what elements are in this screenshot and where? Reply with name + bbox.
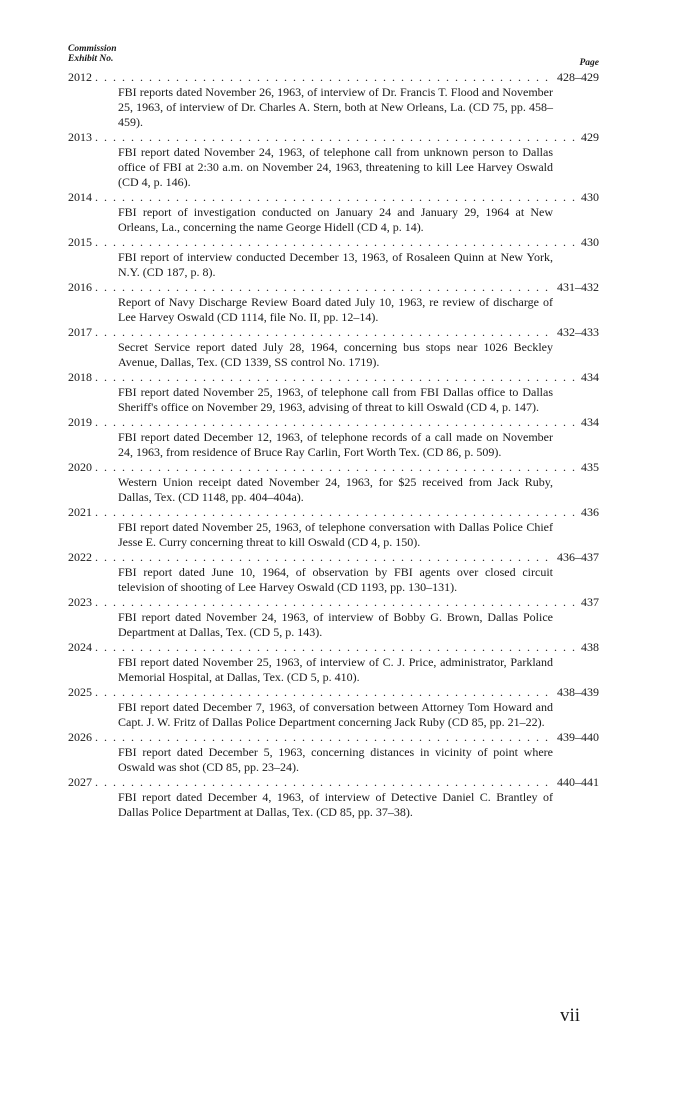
exhibit-entry (68, 730, 599, 775)
exhibit-number: 2018 (68, 370, 92, 384)
page-reference: 435 (581, 460, 599, 474)
entry-number-line (68, 235, 599, 250)
exhibit-number: 2021 (68, 505, 92, 519)
column-header-exhibit (68, 44, 117, 64)
leader-dots (95, 460, 578, 475)
entry-number-line (68, 280, 599, 295)
page-reference: 428–429 (557, 70, 599, 84)
exhibit-number: 2016 (68, 280, 92, 294)
exhibit-description: FBI reports dated November 26, 1963, of interview of Dr. Francis T. Flood and November 25, 1963, of interview of Dr. Charles A. Stern, both at New Orleans, La. (CD 75, pp. 458–459). (118, 85, 553, 129)
page-reference: 430 (581, 235, 599, 249)
exhibit-description: FBI report dated November 25, 1963, of telephone call from FBI Dallas office to Dallas Sheriff's office on November 29, 1963, advising of threat to kill Oswald (CD 4, p. 147). (118, 385, 553, 414)
exhibit-entry (68, 685, 599, 730)
header-commission: Commission (68, 44, 117, 54)
entry-number-line (68, 730, 599, 745)
exhibit-entry (68, 70, 599, 130)
leader-dots (95, 775, 554, 790)
page-reference: 436–437 (557, 550, 599, 564)
exhibit-entry (68, 415, 599, 460)
page-reference: 430 (581, 190, 599, 204)
exhibit-number: 2014 (68, 190, 92, 204)
entry-number-line (68, 775, 599, 790)
exhibit-description: FBI report dated December 7, 1963, of conversation between Attorney Tom Howard and Capt. J. W. Fritz of Dallas Police Department concerning Jack Ruby (CD 85, pp. 21–22). (118, 700, 553, 729)
exhibit-entry (68, 550, 599, 595)
entry-number-line (68, 640, 599, 655)
entry-number-line (68, 505, 599, 520)
exhibit-number: 2017 (68, 325, 92, 339)
leader-dots (95, 130, 578, 145)
exhibit-number: 2027 (68, 775, 92, 789)
entry-number-line (68, 550, 599, 565)
page-reference: 434 (581, 370, 599, 384)
exhibit-description: FBI report dated November 24, 1963, of telephone call from unknown person to Dallas office of FBI at 2:30 a.m. on November 24, 1963, threatening to kill Lee Harvey Oswald (CD 4, p. 146). (118, 145, 553, 189)
exhibit-description: FBI report dated November 24, 1963, of interview of Bobby G. Brown, Dallas Police Department at Dallas, Tex. (CD 5, p. 143). (118, 610, 553, 639)
exhibit-number: 2022 (68, 550, 92, 564)
page-reference: 431–432 (557, 280, 599, 294)
exhibit-entry (68, 325, 599, 370)
exhibit-description: FBI report of investigation conducted on January 24 and January 29, 1964 at New Orleans, La., concerning the name George Hidell (CD 4, p. 14). (118, 205, 553, 234)
header-page: Page (579, 58, 599, 68)
exhibit-number: 2012 (68, 70, 92, 84)
entry-number-line (68, 415, 599, 430)
page-reference: 438 (581, 640, 599, 654)
page-reference: 438–439 (557, 685, 599, 699)
exhibit-number: 2015 (68, 235, 92, 249)
leader-dots (95, 550, 554, 565)
exhibit-number: 2025 (68, 685, 92, 699)
exhibit-number: 2024 (68, 640, 92, 654)
exhibit-entry (68, 190, 599, 235)
exhibit-entry (68, 130, 599, 190)
exhibit-number: 2013 (68, 130, 92, 144)
exhibit-description: FBI report of interview conducted December 13, 1963, of Rosaleen Quinn at New York, N.Y. (CD 187, p. 8). (118, 250, 553, 279)
leader-dots (95, 325, 554, 340)
exhibit-description: FBI report dated December 5, 1963, concerning distances in vicinity of point where Oswald was shot (CD 85, pp. 23–24). (118, 745, 553, 774)
page-reference: 437 (581, 595, 599, 609)
exhibit-description: FBI report dated December 4, 1963, of interview of Detective Daniel C. Brantley of Dallas Police Department at Dallas, Tex. (CD 85, pp. 37–38). (118, 790, 553, 819)
entry-list (68, 70, 599, 820)
exhibit-number: 2020 (68, 460, 92, 474)
exhibit-entry (68, 235, 599, 280)
exhibit-description: FBI report dated June 10, 1964, of observation by FBI agents over closed circuit television of shooting of Lee Harvey Oswald (CD 1193, pp. 130–131). (118, 565, 553, 594)
header-exhibit-no: Exhibit No. (68, 54, 114, 64)
page-reference: 440–441 (557, 775, 599, 789)
entry-number-line (68, 325, 599, 340)
leader-dots (95, 235, 578, 250)
page-folio: vii (560, 1005, 581, 1026)
exhibit-index-page (68, 44, 599, 820)
exhibit-entry (68, 370, 599, 415)
entry-number-line (68, 595, 599, 610)
page-reference: 434 (581, 415, 599, 429)
leader-dots (95, 730, 554, 745)
page-reference: 432–433 (557, 325, 599, 339)
entry-number-line (68, 130, 599, 145)
leader-dots (95, 370, 578, 385)
page-reference: 439–440 (557, 730, 599, 744)
entry-number-line (68, 370, 599, 385)
exhibit-description: FBI report dated November 25, 1963, of telephone conversation with Dallas Police Chief Jesse E. Curry concerning threat to kill Oswald (CD 4, p. 150). (118, 520, 553, 549)
exhibit-description: Report of Navy Discharge Review Board dated July 10, 1963, re review of discharge of Lee Harvey Oswald (CD 1114, file No. II, pp. 12–14). (118, 295, 553, 324)
exhibit-number: 2019 (68, 415, 92, 429)
exhibit-description: Secret Service report dated July 28, 1964, concerning bus stops near 1026 Beckley Avenue, Dallas, Tex. (CD 1339, SS control No. 1719). (118, 340, 553, 369)
exhibit-description: FBI report dated November 25, 1963, of interview of C. J. Price, administrator, Parkland Memorial Hospital, at Dallas, Tex. (CD 5, p. 410). (118, 655, 553, 684)
page-reference: 429 (581, 130, 599, 144)
leader-dots (95, 70, 554, 85)
page-reference: 436 (581, 505, 599, 519)
leader-dots (95, 640, 578, 655)
exhibit-description: FBI report dated December 12, 1963, of telephone records of a call made on November 24, 1963, from residence of Bruce Ray Carlin, Fort Worth Tex. (CD 86, p. 509). (118, 430, 553, 459)
exhibit-entry (68, 460, 599, 505)
column-header (68, 44, 599, 70)
leader-dots (95, 415, 578, 430)
leader-dots (95, 685, 554, 700)
entry-number-line (68, 190, 599, 205)
exhibit-entry (68, 505, 599, 550)
leader-dots (95, 505, 578, 520)
leader-dots (95, 190, 578, 205)
leader-dots (95, 595, 578, 610)
exhibit-number: 2023 (68, 595, 92, 609)
exhibit-entry (68, 595, 599, 640)
entry-number-line (68, 460, 599, 475)
entry-number-line (68, 70, 599, 85)
exhibit-description: Western Union receipt dated November 24, 1963, for $25 received from Jack Ruby, Dallas, Tex. (CD 1148, pp. 404–404a). (118, 475, 553, 504)
exhibit-number: 2026 (68, 730, 92, 744)
leader-dots (95, 280, 554, 295)
exhibit-entry (68, 280, 599, 325)
exhibit-entry (68, 640, 599, 685)
entry-number-line (68, 685, 599, 700)
exhibit-entry (68, 775, 599, 820)
